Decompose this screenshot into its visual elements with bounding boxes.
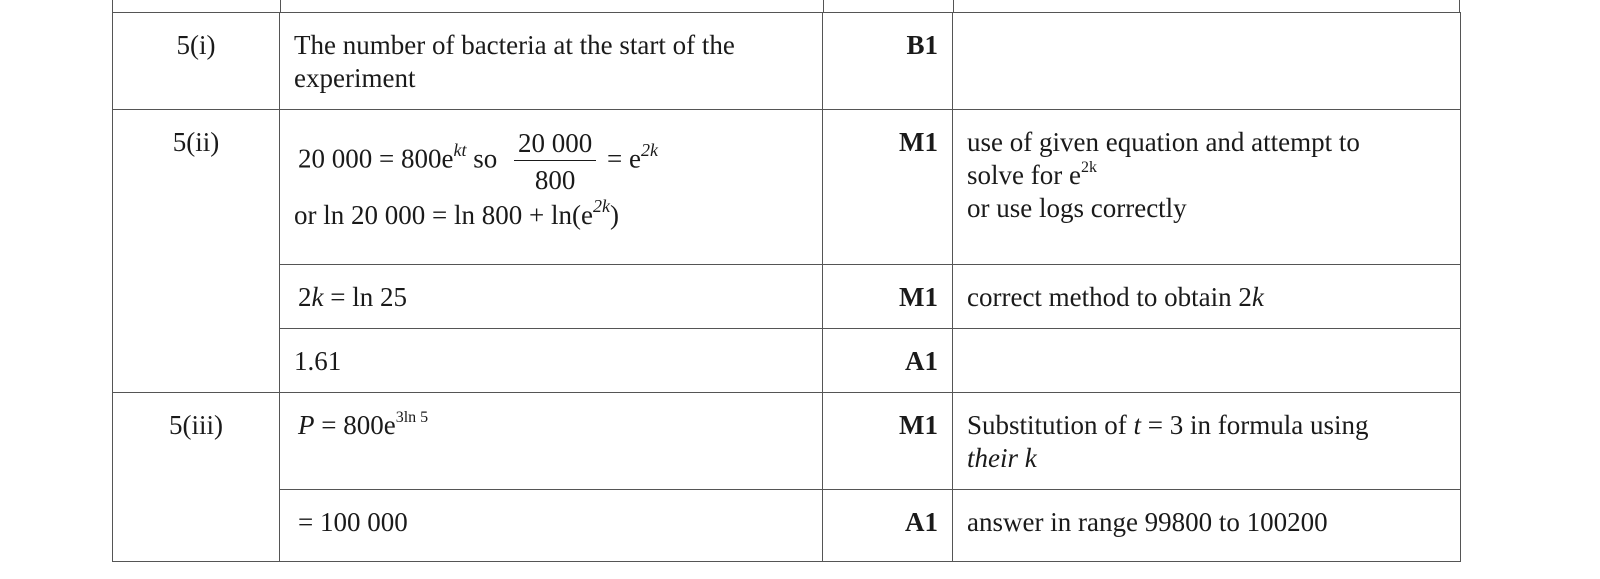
guidance-text: solve for e (967, 160, 1081, 190)
guidance-line: or use logs correctly (967, 193, 1187, 223)
answer-cell (280, 393, 823, 490)
answer-variable: k (311, 282, 324, 312)
guidance-text: Substitution of (967, 410, 1134, 440)
equation-left: 20 000 = 800e (298, 143, 454, 174)
guidance-text: correct method to obtain 2 (967, 282, 1252, 312)
equation-left-exponent: kt (453, 139, 467, 160)
mark-cell: M1 (823, 393, 953, 490)
answer-cell (280, 110, 823, 265)
guidance-cell (953, 13, 1461, 110)
question-number: 5(ii) (113, 110, 280, 393)
table-row (113, 110, 1461, 265)
answer-variable: P (298, 410, 315, 440)
guidance-line: use of given equation and attempt to (967, 127, 1360, 157)
guidance-cell (953, 329, 1461, 393)
guidance-cell: answer in range 99800 to 100200 (953, 490, 1461, 562)
guidance-cell (953, 110, 1461, 265)
equation-right-exponent: 2k (640, 139, 658, 160)
guidance-variable: t (1133, 410, 1142, 440)
table-row (113, 393, 1461, 490)
answer-coefficient: 2 (298, 282, 312, 312)
column-divider (280, 0, 281, 12)
question-number: 5(i) (113, 13, 280, 110)
equation-log-exponent: 2k (592, 196, 610, 216)
answer-cell (280, 265, 823, 329)
table-row (113, 490, 1461, 562)
fraction-numerator: 20 000 (514, 128, 596, 161)
guidance-cell (953, 265, 1461, 329)
answer-expression: = 800e (314, 410, 396, 440)
answer-rest: = ln 25 (323, 282, 407, 312)
column-divider (823, 0, 824, 12)
equation-so: so (473, 143, 498, 174)
guidance-variable: k (1251, 282, 1264, 312)
equation-line (294, 196, 810, 232)
fraction-denominator: 800 (534, 165, 576, 195)
table-row (113, 13, 1461, 110)
guidance-text: = 3 in formula using (1141, 410, 1369, 440)
answer-cell: The number of bacteria at the start of the experiment (280, 13, 823, 110)
mark-cell: A1 (823, 490, 953, 562)
guidance-line (967, 409, 1450, 442)
table-row (113, 329, 1461, 393)
mark-cell: M1 (823, 265, 953, 329)
table-row (113, 265, 1461, 329)
guidance-exponent: 2k (1080, 159, 1097, 176)
answer-value: = 100 000 (298, 507, 408, 537)
equation-right: = e (606, 143, 641, 174)
answer-cell (280, 490, 823, 562)
mark-scheme-table (112, 12, 1461, 562)
equation-log-close: ) (609, 200, 619, 230)
mark-cell: M1 (823, 110, 953, 265)
equation-line (298, 128, 810, 195)
mark-cell: A1 (823, 329, 953, 393)
question-number: 5(iii) (113, 393, 280, 562)
answer-exponent: 3ln 5 (395, 409, 429, 426)
column-divider (953, 0, 954, 12)
answer-cell: 1.61 (280, 329, 823, 393)
guidance-cell (953, 393, 1461, 490)
equation-log-form: or ln 20 000 = ln 800 + ln(e (294, 200, 593, 230)
guidance-line (967, 159, 1450, 192)
fraction (514, 128, 596, 195)
mark-cell: B1 (823, 13, 953, 110)
guidance-line: their k (967, 443, 1037, 473)
table-top-continuation (112, 0, 1460, 12)
